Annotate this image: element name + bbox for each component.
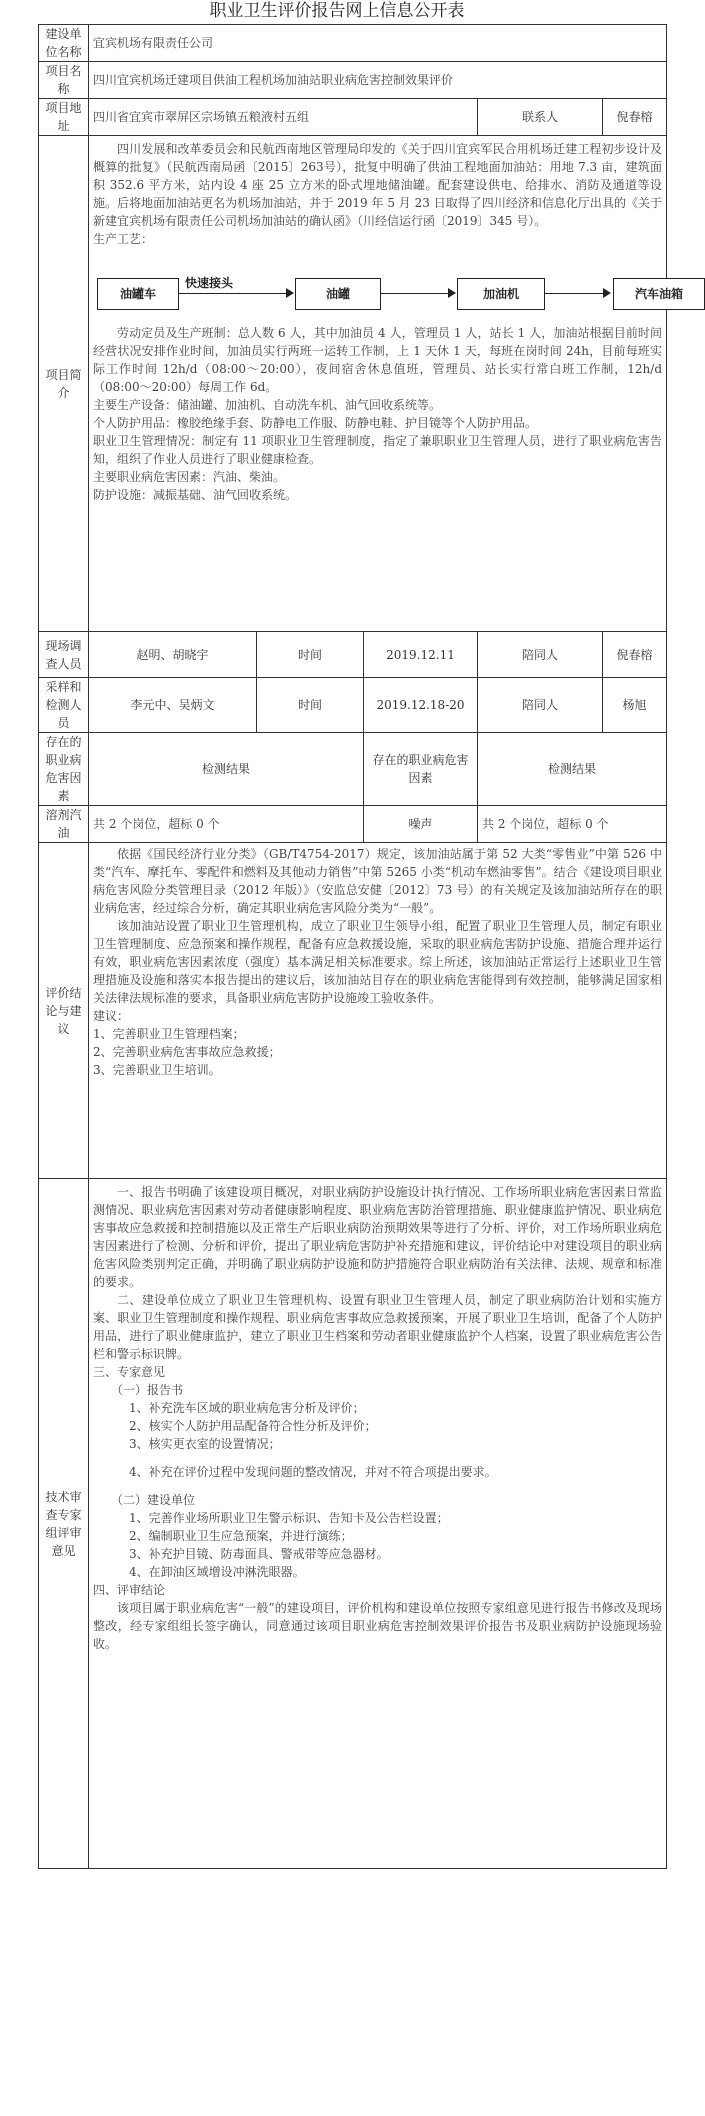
unit-subheading: （二）建设单位	[111, 1493, 196, 1507]
page-title: 职业卫生评价报告网上信息公开表	[209, 1, 465, 21]
review-conclusion-text: 该项目属于职业病危害“一般”的建设项目，评价机构和建设单位按照专家组意见进行报告书修改及现场整改，经专家组组长签字确认，同意通过该项目职业病危害控制效果评价报告书及职业病防护设施现场验收。	[93, 1601, 663, 1651]
suggestion-2: 2、完善职业病危害事故应急救援；	[93, 1045, 281, 1059]
flow-box-tanker: 油罐车	[97, 278, 179, 310]
review-paragraph-1: 一、报告书明确了该建设项目概况，对职业病防护设施设计执行情况、工作场所职业病危害因素日常监测情况、职业病危害因素对劳动者健康影响程度、职业病危害防治管理措施、职业健康监护情况、职业病危害事故应急救援和控制措施以及正常生产后职业病防治预期效果等进行了分析、评价，对工作场所职业病危害因素进行了检测、分析和评价，提出了职业病危害防护补充措施和建议，评价结论中对建设项目的职业病危害风险类别判定正确，并明确了职业病防护设施和防护措施符合职业病防治有关法律、法规、规章和标准的要求。	[93, 1185, 663, 1289]
flow-arrow-3	[545, 293, 609, 294]
sampling-people: 李元中、吴炳文	[89, 678, 257, 733]
intro-paragraph-6: 主要职业病危害因素：汽油、柴油。	[93, 470, 286, 484]
expert-opinion-heading: 三、专家意见	[93, 1365, 166, 1379]
flow-label-quick-coupler: 快速接头	[185, 276, 234, 290]
report-item-2: 2、核实个人防护用品配备符合性分析及评价；	[129, 1419, 377, 1433]
conclusion-content	[89, 843, 667, 1179]
contact-label: 联系人	[478, 99, 603, 136]
survey-escort-label: 陪同人	[478, 632, 603, 678]
flow-box-car-tank: 汽车油箱	[613, 278, 705, 310]
conclusion-paragraph-1: 依据《国民经济行业分类》（GB/T4754-2017）规定，该加油站属于第 52 大类“零售业”中第 526 中类“汽车、摩托车、零配件和燃料及其他动力销售”中第 5265 小类“机动车燃油零售”。结合《建设项目职业病危害风险分类管理目录（2012 年版）》（安监总安健〔2012〕73 号）的有关规定及该加油站所存在的职业病危害，经过综合分析，确定其职业病危害风险分类为“一般”。	[93, 847, 663, 915]
report-item-1: 1、补充洗车区域的职业病危害分析及评价；	[129, 1401, 365, 1415]
intro-paragraph-4: 个人防护用品：橡胶绝缘手套、防静电工作服、防静电鞋、护目镜等个人防护用品。	[93, 416, 538, 430]
contact-value: 倪春榕	[603, 99, 667, 136]
conclusion-label: 评价结论与建议	[39, 843, 89, 1179]
intro-paragraph-5: 职业卫生管理情况：制定有 11 项职业卫生管理制度，指定了兼职职业卫生管理人员，进行了职业病危害告知，组织了作业人员进行了职业健康检查。	[93, 434, 663, 466]
hazard-factor-gasoline: 溶剂汽油	[39, 806, 89, 843]
sampling-time-label: 时间	[257, 678, 364, 733]
intro-label: 项目简介	[39, 136, 89, 632]
report-item-4: 4、补充在评价过程中发现问题的整改情况，并对不符合项提出要求。	[129, 1465, 497, 1479]
flow-arrowhead-2	[448, 288, 456, 298]
flow-arrow-2	[381, 293, 453, 294]
project-name-row	[39, 62, 667, 99]
sampling-escort-label: 陪同人	[478, 678, 603, 733]
sampling-time: 2019.12.18-20	[364, 678, 478, 733]
intro-row	[39, 136, 667, 632]
flow-box-dispenser: 加油机	[457, 278, 545, 310]
info-table	[38, 24, 683, 1869]
project-address-row	[39, 99, 667, 136]
unit-item-2: 2、编制职业卫生应急预案，并进行演练；	[129, 1529, 353, 1543]
spacer	[93, 1481, 662, 1491]
hazard-header-factor-2: 存在的职业病危害因素	[364, 733, 478, 806]
sampling-row	[39, 678, 667, 733]
process-label: 生产工艺：	[93, 232, 154, 246]
suggestion-3: 3、完善职业卫生培训。	[93, 1063, 221, 1077]
suggestions-heading: 建议：	[93, 1009, 130, 1023]
unit-item-3: 3、补充护目镜、防毒面具、警戒带等应急器材。	[129, 1547, 389, 1561]
flow-arrow-1	[179, 293, 291, 294]
project-name-label: 项目名称	[39, 62, 89, 99]
hazard-header-row	[39, 733, 667, 806]
hazard-result-gasoline: 共 2 个岗位，超标 0 个	[89, 806, 364, 843]
review-label: 技术审查专家组评审意见	[39, 1179, 89, 1869]
report-item-3: 3、核实更衣室的设置情况；	[129, 1437, 281, 1451]
survey-label: 现场调查人员	[39, 632, 89, 678]
hazard-factor-noise: 噪声	[364, 806, 478, 843]
hazard-header-result-2: 检测结果	[478, 733, 667, 806]
unit-value: 宜宾机场有限责任公司	[89, 25, 667, 62]
project-address-value: 四川省宜宾市翠屏区宗场镇五粮液村五组	[89, 99, 478, 136]
project-name-value: 四川宜宾机场迁建项目供油工程机场加油站职业病危害控制效果评价	[89, 62, 667, 99]
review-content	[89, 1179, 667, 1869]
hazard-result-noise: 共 2 个岗位，超标 0 个	[478, 806, 667, 843]
intro-paragraph-3: 主要生产设备：储油罐、加油机、自动洗车机、油气回收系统等。	[93, 398, 442, 412]
process-flow-diagram	[93, 248, 683, 324]
project-address-label: 项目地址	[39, 99, 89, 136]
sampling-escort: 杨旭	[603, 678, 667, 733]
spacer	[93, 1453, 662, 1463]
unit-label: 建设单位名称	[39, 25, 89, 62]
conclusion-paragraph-2: 该加油站设置了职业卫生管理机构，成立了职业卫生领导小组，配置了职业卫生管理人员，制定有职业卫生管理制度、应急预案和操作规程，配备有应急救援设施，采取的职业病危害防护设施、措施合理并运行有效，职业病危害因素浓度（强度）基本满足相关标准要求。综上所述，该加油站正常运行上述职业卫生管理措施及设施和落实本报告提出的建议后，该加油站目存在的职业病危害能得到有效控制，能够满足国家相关法律法规标准的要求，具备职业病危害防护设施竣工验收条件。	[93, 919, 663, 1005]
flow-box-tank: 油罐	[295, 278, 381, 310]
survey-people: 赵明、胡晓宇	[89, 632, 257, 678]
survey-row	[39, 632, 667, 678]
suggestion-1: 1、完善职业卫生管理档案；	[93, 1027, 245, 1041]
intro-paragraph-7: 防护设施：减振基础、油气回收系统。	[93, 488, 298, 502]
intro-content	[89, 136, 683, 632]
intro-paragraph-2: 劳动定员及生产班制：总人数 6 人，其中加油员 4 人，管理员 1 人，站长 1 人，加油站根据目前时间经营状况安排作业时间，加油员实行两班一运转工作制，上 1 天休 1 天，每班在岗时间 24h，目前每班实际工作时间 12h/d（08:00～20:00），夜间宿舍休息值班，管理员、站长实行常白班工作制，12h/d（08:00～20:00）每周工作 6d。	[93, 326, 663, 394]
hazard-header-factor-1: 存在的职业病危害因素	[39, 733, 89, 806]
survey-escort: 倪春榕	[603, 632, 667, 678]
flow-arrowhead-1	[286, 288, 294, 298]
hazard-header-result-1: 检测结果	[89, 733, 364, 806]
review-row	[39, 1179, 667, 1869]
unit-row	[39, 25, 667, 62]
unit-item-1: 1、完善作业场所职业卫生警示标识、告知卡及公告栏设置；	[129, 1511, 449, 1525]
unit-item-4: 4、在卸油区域增设冲淋洗眼器。	[129, 1565, 305, 1579]
sampling-label: 采样和检测人员	[39, 678, 89, 733]
flow-arrowhead-3	[603, 288, 611, 298]
report-subheading: （一）报告书	[111, 1383, 184, 1397]
intro-paragraph-1: 四川发展和改革委员会和民航西南地区管理局印发的《关于四川宜宾军民合用机场迁建工程初步设计及概算的批复》（民航西南局函〔2015〕263号），批复中明确了供油工程地面加油站：用地 7.3 亩，建筑面积 352.6 平方米，站内设 4 座 25 立方米的卧式埋地储油罐。配套建设供电、给排水、消防及通道等设施。后将地面加油站更名为机场加油站，并于 2019 年 5 月 23 日取得了四川经济和信息化厅出具的《关于新建宜宾机场有限责任公司机场加油站的确认函》（川经信运行函〔2019〕345 号）。	[93, 142, 663, 228]
review-conclusion-heading: 四、评审结论	[93, 1583, 166, 1597]
survey-time-label: 时间	[257, 632, 364, 678]
review-paragraph-2: 二、建设单位成立了职业卫生管理机构、设置有职业卫生管理人员，制定了职业病防治计划和实施方案、职业卫生管理制度和操作规程、职业病危害事故应急救援预案，开展了职业卫生培训，配备了个人防护用品，进行了职业健康监护，建立了职业卫生档案和劳动者职业健康监护个人档案，设置了职业病危害公告栏和警示标识牌。	[93, 1293, 663, 1361]
hazard-row	[39, 806, 667, 843]
conclusion-row	[39, 843, 667, 1179]
survey-time: 2019.12.11	[364, 632, 478, 678]
